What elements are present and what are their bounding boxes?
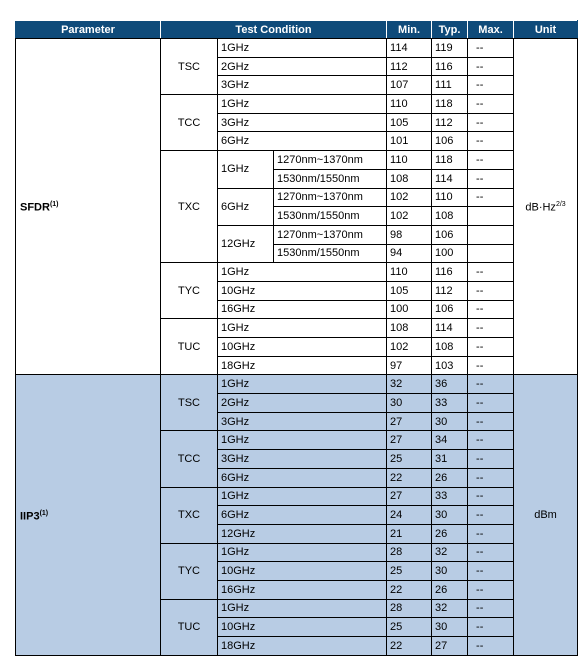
max-cell xyxy=(468,225,514,244)
header-unit: Unit xyxy=(514,21,578,39)
typ-cell: 114 xyxy=(432,319,468,338)
max-cell: -- xyxy=(468,506,514,525)
max-cell: -- xyxy=(468,356,514,375)
min-cell: 25 xyxy=(387,450,432,469)
frequency-cell: 1GHz xyxy=(218,319,387,338)
min-cell: 101 xyxy=(387,132,432,151)
frequency-cell: 18GHz xyxy=(218,637,387,656)
max-cell: -- xyxy=(468,637,514,656)
unit-text: dBm xyxy=(534,509,557,522)
max-cell: -- xyxy=(468,599,514,618)
max-cell: -- xyxy=(468,450,514,469)
max-cell: -- xyxy=(468,281,514,300)
typ-cell: 32 xyxy=(432,599,468,618)
wavelength-cell: 1530nm/1550nm xyxy=(274,169,387,188)
typ-cell: 30 xyxy=(432,506,468,525)
typ-cell: 119 xyxy=(432,39,468,58)
header-parameter: Parameter xyxy=(16,21,161,39)
test-condition-cell: TSC xyxy=(161,39,218,95)
parameter-note: (1) xyxy=(39,509,49,517)
frequency-cell: 12GHz xyxy=(218,524,387,543)
frequency-cell: 1GHz xyxy=(218,599,387,618)
max-cell: -- xyxy=(468,412,514,431)
max-cell: -- xyxy=(468,39,514,58)
typ-cell: 36 xyxy=(432,375,468,394)
max-cell: -- xyxy=(468,394,514,413)
typ-cell: 100 xyxy=(432,244,468,263)
typ-cell: 116 xyxy=(432,263,468,282)
min-cell: 22 xyxy=(387,637,432,656)
typ-cell: 30 xyxy=(432,562,468,581)
typ-cell: 108 xyxy=(432,338,468,357)
frequency-cell: 1GHz xyxy=(218,39,387,58)
min-cell: 102 xyxy=(387,207,432,226)
parameter-sfdr xyxy=(16,39,161,375)
frequency-cell: 6GHz xyxy=(218,468,387,487)
typ-cell: 118 xyxy=(432,151,468,170)
min-cell: 107 xyxy=(387,76,432,95)
min-cell: 21 xyxy=(387,524,432,543)
typ-cell: 112 xyxy=(432,113,468,132)
test-condition-cell: TCC xyxy=(161,431,218,487)
header-min: Min. xyxy=(387,21,432,39)
unit-sfdr xyxy=(514,39,578,375)
wavelength-cell: 1270nm~1370nm xyxy=(274,225,387,244)
frequency-cell: 1GHz xyxy=(218,151,274,188)
max-cell: -- xyxy=(468,338,514,357)
frequency-cell: 1GHz xyxy=(218,95,387,114)
wavelength-cell: 1270nm~1370nm xyxy=(274,188,387,207)
table-row xyxy=(16,375,578,394)
frequency-cell: 6GHz xyxy=(218,188,274,225)
min-cell: 105 xyxy=(387,281,432,300)
wavelength-cell: 1270nm~1370nm xyxy=(274,151,387,170)
header-typ: Typ. xyxy=(432,21,468,39)
typ-cell: 26 xyxy=(432,524,468,543)
typ-cell: 30 xyxy=(432,412,468,431)
typ-cell: 118 xyxy=(432,95,468,114)
max-cell: -- xyxy=(468,300,514,319)
max-cell: -- xyxy=(468,487,514,506)
min-cell: 32 xyxy=(387,375,432,394)
max-cell: -- xyxy=(468,132,514,151)
typ-cell: 116 xyxy=(432,57,468,76)
min-cell: 30 xyxy=(387,394,432,413)
max-cell: -- xyxy=(468,375,514,394)
min-cell: 22 xyxy=(387,468,432,487)
test-condition-cell: TUC xyxy=(161,599,218,655)
min-cell: 27 xyxy=(387,412,432,431)
header-row xyxy=(16,21,578,39)
frequency-cell: 2GHz xyxy=(218,394,387,413)
typ-cell: 108 xyxy=(432,207,468,226)
max-cell: -- xyxy=(468,580,514,599)
wavelength-cell: 1530nm/1550nm xyxy=(274,244,387,263)
max-cell: -- xyxy=(468,562,514,581)
typ-cell: 103 xyxy=(432,356,468,375)
typ-cell: 27 xyxy=(432,637,468,656)
section-iip3 xyxy=(16,375,578,655)
typ-cell: 106 xyxy=(432,225,468,244)
frequency-cell: 3GHz xyxy=(218,76,387,95)
max-cell xyxy=(468,244,514,263)
max-cell: -- xyxy=(468,57,514,76)
test-condition-cell: TUC xyxy=(161,319,218,375)
parameter-note: (1) xyxy=(49,201,59,209)
parameter-name: SFDR xyxy=(20,202,50,215)
test-condition-cell: TYC xyxy=(161,263,218,319)
frequency-cell: 1GHz xyxy=(218,431,387,450)
unit-iip3 xyxy=(514,375,578,655)
frequency-cell: 3GHz xyxy=(218,113,387,132)
typ-cell: 106 xyxy=(432,132,468,151)
max-cell: -- xyxy=(468,151,514,170)
test-condition-cell: TXC xyxy=(161,487,218,543)
min-cell: 25 xyxy=(387,618,432,637)
max-cell: -- xyxy=(468,431,514,450)
max-cell: -- xyxy=(468,263,514,282)
typ-cell: 33 xyxy=(432,394,468,413)
min-cell: 108 xyxy=(387,169,432,188)
frequency-cell: 10GHz xyxy=(218,281,387,300)
max-cell xyxy=(468,207,514,226)
min-cell: 102 xyxy=(387,338,432,357)
typ-cell: 111 xyxy=(432,76,468,95)
test-condition-cell: TXC xyxy=(161,151,218,263)
frequency-cell: 1GHz xyxy=(218,543,387,562)
typ-cell: 26 xyxy=(432,468,468,487)
min-cell: 28 xyxy=(387,599,432,618)
frequency-cell: 1GHz xyxy=(218,487,387,506)
table-header xyxy=(16,21,578,39)
spec-table xyxy=(15,20,578,656)
min-cell: 110 xyxy=(387,95,432,114)
max-cell: -- xyxy=(468,113,514,132)
header-max: Max. xyxy=(468,21,514,39)
frequency-cell: 2GHz xyxy=(218,57,387,76)
frequency-cell: 6GHz xyxy=(218,506,387,525)
min-cell: 102 xyxy=(387,188,432,207)
min-cell: 108 xyxy=(387,319,432,338)
typ-cell: 32 xyxy=(432,543,468,562)
min-cell: 97 xyxy=(387,356,432,375)
max-cell: -- xyxy=(468,76,514,95)
typ-cell: 112 xyxy=(432,281,468,300)
max-cell: -- xyxy=(468,618,514,637)
typ-cell: 33 xyxy=(432,487,468,506)
min-cell: 98 xyxy=(387,225,432,244)
typ-cell: 34 xyxy=(432,431,468,450)
frequency-cell: 16GHz xyxy=(218,580,387,599)
min-cell: 28 xyxy=(387,543,432,562)
typ-cell: 106 xyxy=(432,300,468,319)
frequency-cell: 3GHz xyxy=(218,412,387,431)
frequency-cell: 10GHz xyxy=(218,562,387,581)
typ-cell: 30 xyxy=(432,618,468,637)
min-cell: 25 xyxy=(387,562,432,581)
parameter-iip3 xyxy=(16,375,161,655)
max-cell: -- xyxy=(468,169,514,188)
test-condition-cell: TSC xyxy=(161,375,218,431)
max-cell: -- xyxy=(468,188,514,207)
section-sfdr xyxy=(16,39,578,375)
frequency-cell: 1GHz xyxy=(218,375,387,394)
min-cell: 22 xyxy=(387,580,432,599)
max-cell: -- xyxy=(468,319,514,338)
typ-cell: 26 xyxy=(432,580,468,599)
frequency-cell: 1GHz xyxy=(218,263,387,282)
frequency-cell: 10GHz xyxy=(218,618,387,637)
max-cell: -- xyxy=(468,468,514,487)
min-cell: 110 xyxy=(387,263,432,282)
min-cell: 27 xyxy=(387,487,432,506)
min-cell: 100 xyxy=(387,300,432,319)
frequency-cell: 3GHz xyxy=(218,450,387,469)
frequency-cell: 12GHz xyxy=(218,225,274,262)
spec-table-container xyxy=(15,20,578,656)
table-row xyxy=(16,39,578,58)
min-cell: 27 xyxy=(387,431,432,450)
max-cell: -- xyxy=(468,524,514,543)
min-cell: 94 xyxy=(387,244,432,263)
test-condition-cell: TYC xyxy=(161,543,218,599)
min-cell: 24 xyxy=(387,506,432,525)
test-condition-cell: TCC xyxy=(161,95,218,151)
min-cell: 114 xyxy=(387,39,432,58)
frequency-cell: 16GHz xyxy=(218,300,387,319)
unit-exponent: 2/3 xyxy=(555,201,566,209)
unit-text: dB·Hz xyxy=(525,202,556,215)
frequency-cell: 6GHz xyxy=(218,132,387,151)
typ-cell: 114 xyxy=(432,169,468,188)
parameter-name: IIP3 xyxy=(20,510,40,523)
wavelength-cell: 1530nm/1550nm xyxy=(274,207,387,226)
frequency-cell: 18GHz xyxy=(218,356,387,375)
max-cell: -- xyxy=(468,95,514,114)
max-cell: -- xyxy=(468,543,514,562)
header-test-condition: Test Condition xyxy=(161,21,387,39)
min-cell: 110 xyxy=(387,151,432,170)
frequency-cell: 10GHz xyxy=(218,338,387,357)
min-cell: 112 xyxy=(387,57,432,76)
typ-cell: 31 xyxy=(432,450,468,469)
typ-cell: 110 xyxy=(432,188,468,207)
min-cell: 105 xyxy=(387,113,432,132)
